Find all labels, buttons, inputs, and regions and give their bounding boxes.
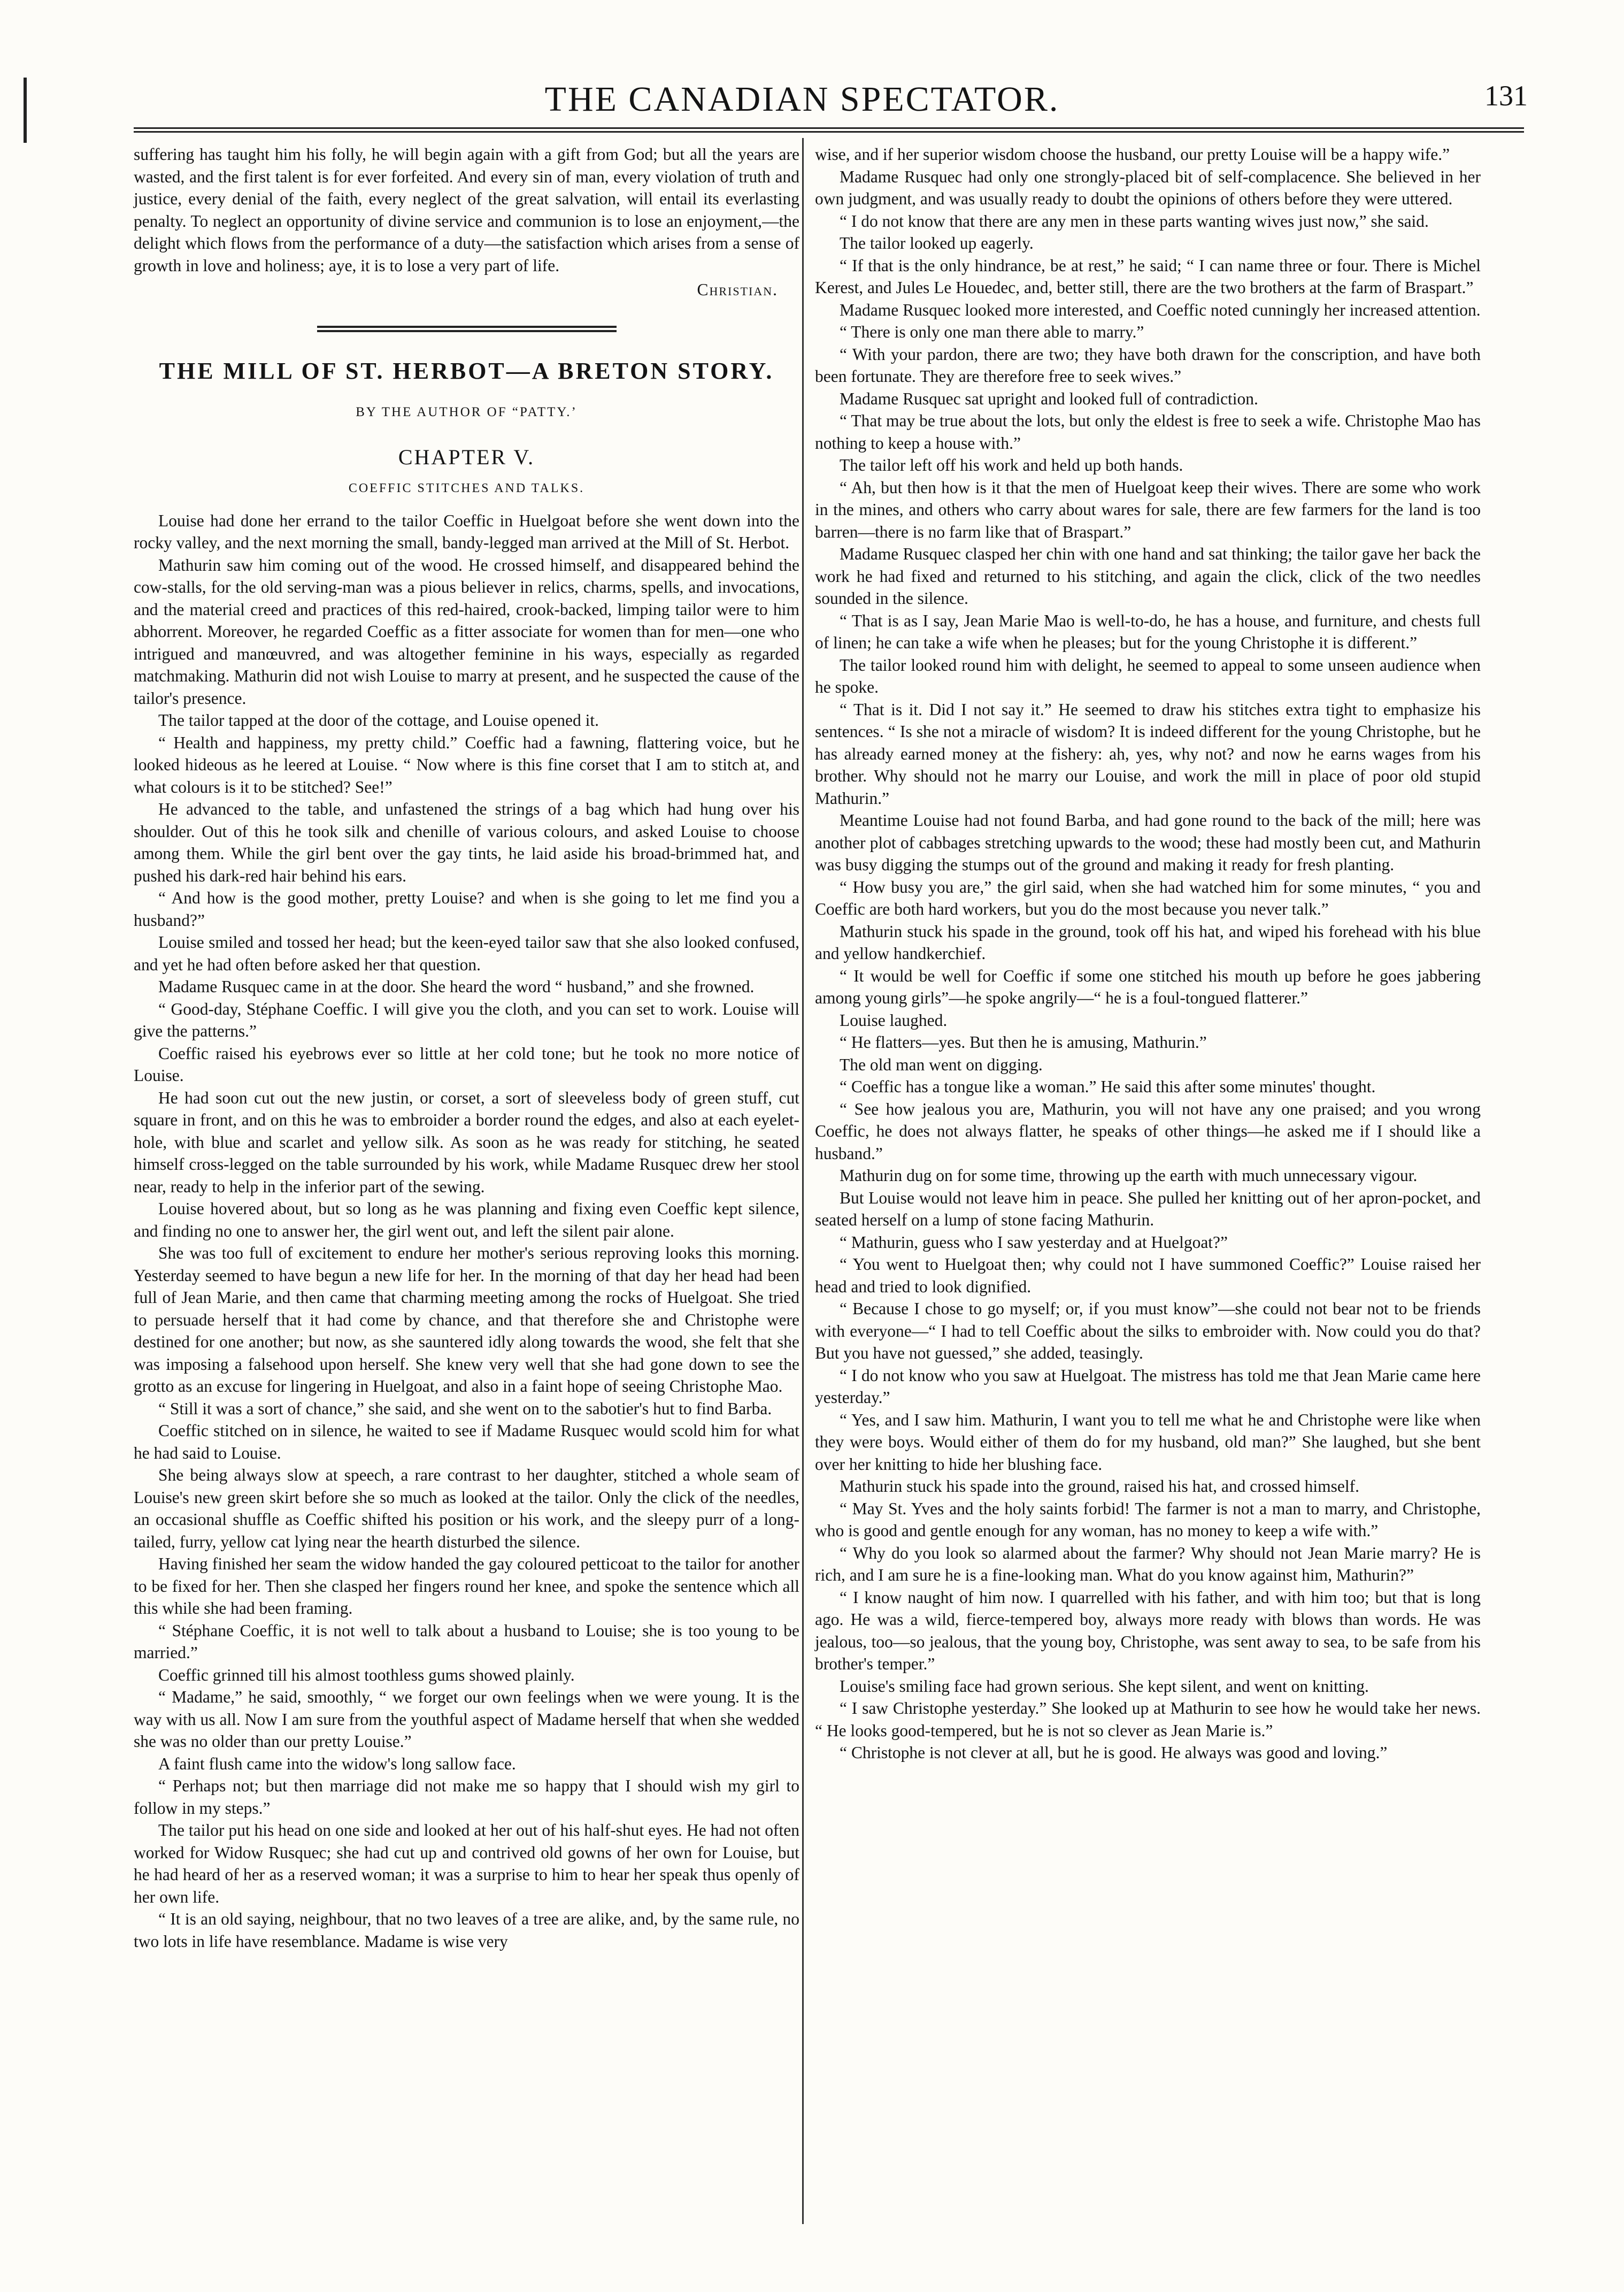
- paragraph: “ That is as I say, Jean Marie Mao is well-to-do, he has a house, and furniture, and chests full of linen; he can take a wife when he pleases; but for the young Christophe it is different.”: [815, 611, 1481, 652]
- paragraph: Meantime Louise had not found Barba, and had gone round to the back of the mill; here was another plot of cabbages stretching upwards to the wood; these had mostly been cut, and Mathurin was busy digging the stumps out of the ground and making it ready for fresh planting.: [815, 811, 1481, 874]
- paragraph: Louise smiled and tossed her head; but the keen-eyed tailor saw that she also looked confused, and yet he had often before asked her that question.: [134, 933, 799, 974]
- paragraph: “ How busy you are,” the girl said, when she had watched him for some minutes, “ you and Coeffic are both hard workers, but you do the most because you never talk.”: [815, 877, 1481, 918]
- paragraph: “ May St. Yves and the holy saints forbid! The farmer is not a man to marry, and Christophe, who is good and gentle enough for any woman, has no money to keep a wife with.”: [815, 1499, 1481, 1540]
- paragraph: “ That is it. Did I not say it.” He seemed to draw his stitches extra tight to emphasize his sentences. “ Is she not a miracle of wisdom? It is indeed different for the young Christophe, but he has already earned money at the fishery: ah, yes, why not? and now he earns wages from his brother. Why should not he marry our Louise, and work the mill in place of poor old stupid Mathurin.”: [815, 700, 1481, 808]
- paragraph: “ I do not know that there are any men in these parts wanting wives just now,” she said.: [840, 211, 1429, 231]
- paragraph: He had soon cut out the new justin, or corset, a sort of sleeveless body of green stuff, cut square in front, and on this he was to embroider a border round the edges, and also at each eyelet-hole, with blue and scarlet and yellow silk. As soon as he was ready for stitching, he seated himself cross-legged on the table surrounded by his work, while Madame Rusquec drew her stool near, ready to help in the inferior part of the sewing.: [134, 1088, 799, 1196]
- paragraph: “ There is only one man there able to marry.”: [840, 323, 1144, 341]
- paragraph: Mathurin stuck his spade into the ground, raised his hat, and crossed himself.: [840, 1477, 1359, 1496]
- paragraph: “ See how jealous you are, Mathurin, you will not have any one praised; and you wrong Coeffic, he does not always flatter, he speaks of other things—he asked me if I should like a husband.”: [815, 1099, 1481, 1163]
- paragraph: “ Still it was a sort of chance,” she said, and she went on to the sabotier's hut to find Barba.: [158, 1399, 772, 1418]
- paragraph: She was too full of excitement to endure her mother's serious reproving looks this morning. Yesterday seemed to have begun a new life for her. In the morning of that day her head had been full of Jean Marie, and then came that charming meeting among the rocks of Huelgoat. She tried to persuade herself that it had come by chance, and that therefore she and Christophe were destined for one another; but now, as she sauntered idly along towards the wood, she felt that she was imposing a falsehood upon herself. She knew very well that she had gone down to see the grotto as an excuse for lingering in Huelgoat, and also in a faint hope of seeing Christophe Mao.: [134, 1244, 799, 1396]
- left-column-body: [134, 510, 799, 1953]
- paragraph: “ Perhaps not; but then marriage did not make me so happy that I should wish my girl to follow in my steps.”: [134, 1776, 799, 1818]
- column-divider: [802, 138, 804, 2224]
- chapter-subtitle: COEFFIC STITCHES AND TALKS.: [348, 481, 585, 495]
- paragraph: “ Health and happiness, my pretty child.” Coeffic had a fawning, flattering voice, but he looked hideous as he leered at Louise. “ Now where is this fine corset that I am to stitch at, and what colours is it to be stitched? See!”: [134, 733, 799, 796]
- paragraph: “ Coeffic has a tongue like a woman.” He said this after some minutes' thought.: [840, 1077, 1376, 1096]
- paragraph: A faint flush came into the widow's long sallow face.: [158, 1754, 516, 1773]
- paragraph: “ I saw Christophe yesterday.” She looked up at Mathurin to see how he would take her news. “ He looks good-tempered, but he is not so clever as Jean Marie is.”: [815, 1699, 1481, 1740]
- left-column: [134, 143, 799, 1952]
- signature: Christian.: [697, 280, 778, 299]
- paragraph: “ Stéphane Coeffic, it is not well to talk about a husband to Louise; she is too young to be married.”: [134, 1621, 799, 1662]
- paragraph: “ It would be well for Coeffic if some one stitched his mouth up before he goes jabbering among young girls”—he spoke angrily—“ he is a foul-tongued flatterer.”: [815, 966, 1481, 1007]
- margin-rule: [24, 78, 27, 143]
- paragraph: “ Because I chose to go myself; or, if you must know”—she could not bear not to be friends with everyone—“ I had to tell Coeffic about the silks to embroider with. Now could you do that? But you have not guessed,” she added, teasingly.: [815, 1299, 1481, 1362]
- paragraph: Madame Rusquec had only one strongly-placed bit of self-complacence. She believed in her own judgment, and was usually ready to doubt the opinions of others before they were uttered.: [815, 167, 1481, 208]
- paragraph: “ He flatters—yes. But then he is amusing, Mathurin.”: [840, 1033, 1207, 1052]
- paragraph: Coeffic grinned till his almost toothless gums showed plainly.: [158, 1665, 575, 1684]
- chapter-heading: CHAPTER V.: [398, 444, 535, 469]
- paragraph: “ And how is the good mother, pretty Louise? and when is she going to let me find you a husband?”: [134, 888, 799, 930]
- paragraph: The tailor looked up eagerly.: [840, 234, 1034, 252]
- paragraph: The tailor tapped at the door of the cottage, and Louise opened it.: [158, 711, 599, 730]
- paragraph: Mathurin stuck his spade in the ground, took off his hat, and wiped his forehead with his blue and yellow handkerchief.: [815, 922, 1481, 963]
- paragraph: “ I know naught of him now. I quarrelled with his father, and with him too; but that is long ago. He was a wild, fierce-tempered boy, always more ready with blows than words. He was jealous, too—so jealous, that the young boy, Christophe, was sent away to sea, to be safe from his brother's temper.”: [815, 1588, 1481, 1673]
- paragraph: Louise had done her errand to the tailor Coeffic in Huelgoat before she went down into the rocky valley, and the next morning the small, bandy-legged man arrived at the Mill of St. Herbot.: [134, 511, 799, 552]
- paragraph: “ Good-day, Stéphane Coeffic. I will give you the cloth, and you can set to work. Louise will give the patterns.”: [134, 999, 799, 1040]
- paragraph: The tailor left off his work and held up both hands.: [840, 456, 1183, 474]
- paragraph: Coeffic raised his eyebrows ever so little at her cold tone; but he took no more notice of Louise.: [134, 1044, 799, 1085]
- paragraph: Louise laughed.: [840, 1010, 948, 1030]
- paragraph: Madame Rusquec clasped her chin with one hand and sat thinking; the tailor gave her back the work he had fixed and returned to his stitching, and again the click, click of the two needles sounded in the silence.: [815, 545, 1481, 608]
- story-title: THE MILL OF ST. HERBOT—A BRETON STORY.: [159, 357, 774, 384]
- paragraph: Madame Rusquec looked more interested, and Coeffic noted cunningly her increased attention.: [840, 300, 1481, 319]
- masthead: THE CANADIAN SPECTATOR.: [544, 80, 1060, 119]
- right-column-body: [815, 143, 1481, 1764]
- paragraph: “ Christophe is not clever at all, but he is good. He always was good and loving.”: [840, 1743, 1388, 1762]
- paragraph: “ I do not know who you saw at Huelgoat. The mistress has told me that Jean Marie came here yesterday.”: [815, 1366, 1481, 1407]
- paragraph: Mathurin saw him coming out of the wood. He crossed himself, and disappeared behind the cow-stalls, for the old serving-man was a pious believer in relics, charms, spells, and invocations, and the material creed and practices of this red-haired, crook-backed, limping tailor were to him abhorrent. Moreover, he regarded Coeffic as a fitter associate for women than for men—one who intrigued and manœuvred, and was altogether feminine in his ways, especially as regarded matchmaking. Mathurin did not wish Louise to marry at present, and he suspected the cause of the tailor's presence.: [134, 555, 799, 708]
- paragraph: Louise hovered about, but so long as he was planning and fixing even Coeffic kept silence, and finding no one to answer her, the girl went out, and left the silent pair alone.: [134, 1199, 799, 1240]
- paragraph: “ You went to Huelgoat then; why could not I have summoned Coeffic?” Louise raised her head and tried to look dignified.: [815, 1255, 1481, 1296]
- paragraph: She being always slow at speech, a rare contrast to her daughter, stitched a whole seam of Louise's new green skirt before she so much as looked at the tailor. Only the click of the needles, an occasional shuffle as Coeffic shifted his position or his work, and the sleepy purr of a long-tailed, furry, yellow cat lying near the hearth disturbed the silence.: [134, 1466, 799, 1551]
- intro-paragraph: suffering has taught him his folly, he will begin again with a gift from God; but all the years are wasted, and the first talent is for ever forfeited. And every sin of man, every violation of truth and justice, every denial of the faith, every neglect of the great salvation, will entail its everlasting penalty. To neglect an opportunity of divine service and communion is to lose an enjoyment,—the delight which flows from the performance of a duty—the satisfaction which arises from a sense of growth in love and holiness; aye, it is to lose a very part of life.: [134, 145, 799, 275]
- section-rule: [317, 326, 617, 332]
- paragraph: Coeffic stitched on in silence, he waited to see if Madame Rusquec would scold him for what he had said to Louise.: [134, 1421, 799, 1462]
- paragraph: But Louise would not leave him in peace. She pulled her knitting out of her apron-pocket, and seated herself on a lump of stone facing Mathurin.: [815, 1188, 1481, 1229]
- paragraph: “ With your pardon, there are two; they have both drawn for the conscription, and have both been fortunate. They are therefore free to seek wives.”: [815, 344, 1481, 386]
- paragraph: “ Why do you look so alarmed about the farmer? Why should not Jean Marie marry? He is rich, and I am sure he is a fine-looking man. What do you know against him, Mathurin?”: [815, 1543, 1481, 1584]
- paragraph: Louise's smiling face had grown serious. She kept silent, and went on knitting.: [840, 1676, 1369, 1696]
- paragraph: He advanced to the table, and unfastened the strings of a bag which had hung over his shoulder. Out of this he took silk and chenille of various colours, and asked Louise to choose among them. While the girl bent over the gay tints, he laid aside his broad-brimmed hat, and pushed his dark-red hair behind his ears.: [134, 800, 799, 885]
- paragraph: “ Mathurin, guess who I saw yesterday and at Huelgoat?”: [840, 1232, 1228, 1252]
- paragraph: Mathurin dug on for some time, throwing up the earth with much unnecessary vigour.: [840, 1166, 1418, 1185]
- header-rule: [134, 127, 1524, 133]
- right-column: [815, 143, 1481, 1764]
- paragraph: “ It is an old saying, neighbour, that no two leaves of a tree are alike, and, by the same rule, no two lots in life have resemblance. Madame is wise very: [134, 1910, 799, 1951]
- paragraph: Having finished her seam the widow handed the gay coloured petticoat to the tailor for another to be fixed for her. Then she clasped her fingers round her knee, and spoke the sentence which all this while she had been framing.: [134, 1554, 799, 1618]
- paragraph: Madame Rusquec came in at the door. She heard the word “ husband,” and she frowned.: [158, 977, 755, 996]
- paragraph: “ Ah, but then how is it that the men of Huelgoat keep their wives. There are some who work in the mines, and others who carry about wares for sale, there are few farmers for the land is too barren—there is no farm like that of Braspart.”: [815, 478, 1481, 541]
- paragraph: “ Madame,” he said, smoothly, “ we forget our own feelings when we were young. It is the way with us all. Now I am sure from the youthful aspect of Madame herself that when she wedded she was no older than our pretty Louise.”: [134, 1688, 799, 1751]
- paragraph: “ That may be true about the lots, but only the eldest is free to seek a wife. Christophe Mao has nothing to keep a house with.”: [815, 411, 1481, 453]
- byline: BY THE AUTHOR OF “PATTY.’: [356, 405, 578, 419]
- paragraph: Madame Rusquec sat upright and looked full of contradiction.: [840, 389, 1258, 408]
- paragraph: “ Yes, and I saw him. Mathurin, I want you to tell me what he and Christophe were like when they were boys. Would either of them do for my husband, old man?” She laughed, but she bent over her knitting to hide her blushing face.: [815, 1410, 1481, 1474]
- paragraph: The old man went on digging.: [840, 1055, 1043, 1074]
- paragraph: “ If that is the only hindrance, be at rest,” he said; “ I can name three or four. There is Michel Kerest, and Jules Le Houedec, and, better still, there are the two brothers at the farm of Braspart.”: [815, 256, 1481, 297]
- paragraph: wise, and if her superior wisdom choose the husband, our pretty Louise will be a happy wife.”: [815, 145, 1450, 164]
- page-number: 131: [1484, 80, 1528, 112]
- paragraph: The tailor looked round him with delight, he seemed to appeal to some unseen audience when he spoke.: [815, 655, 1481, 696]
- paragraph: The tailor put his head on one side and looked at her out of his half-shut eyes. He had not often worked for Widow Rusquec; she had cut up and contrived old gowns of her own for Louise, but he had heard of her as a reserved woman; it was a surprise to him to hear her speak thus openly of her own life.: [134, 1821, 799, 1906]
